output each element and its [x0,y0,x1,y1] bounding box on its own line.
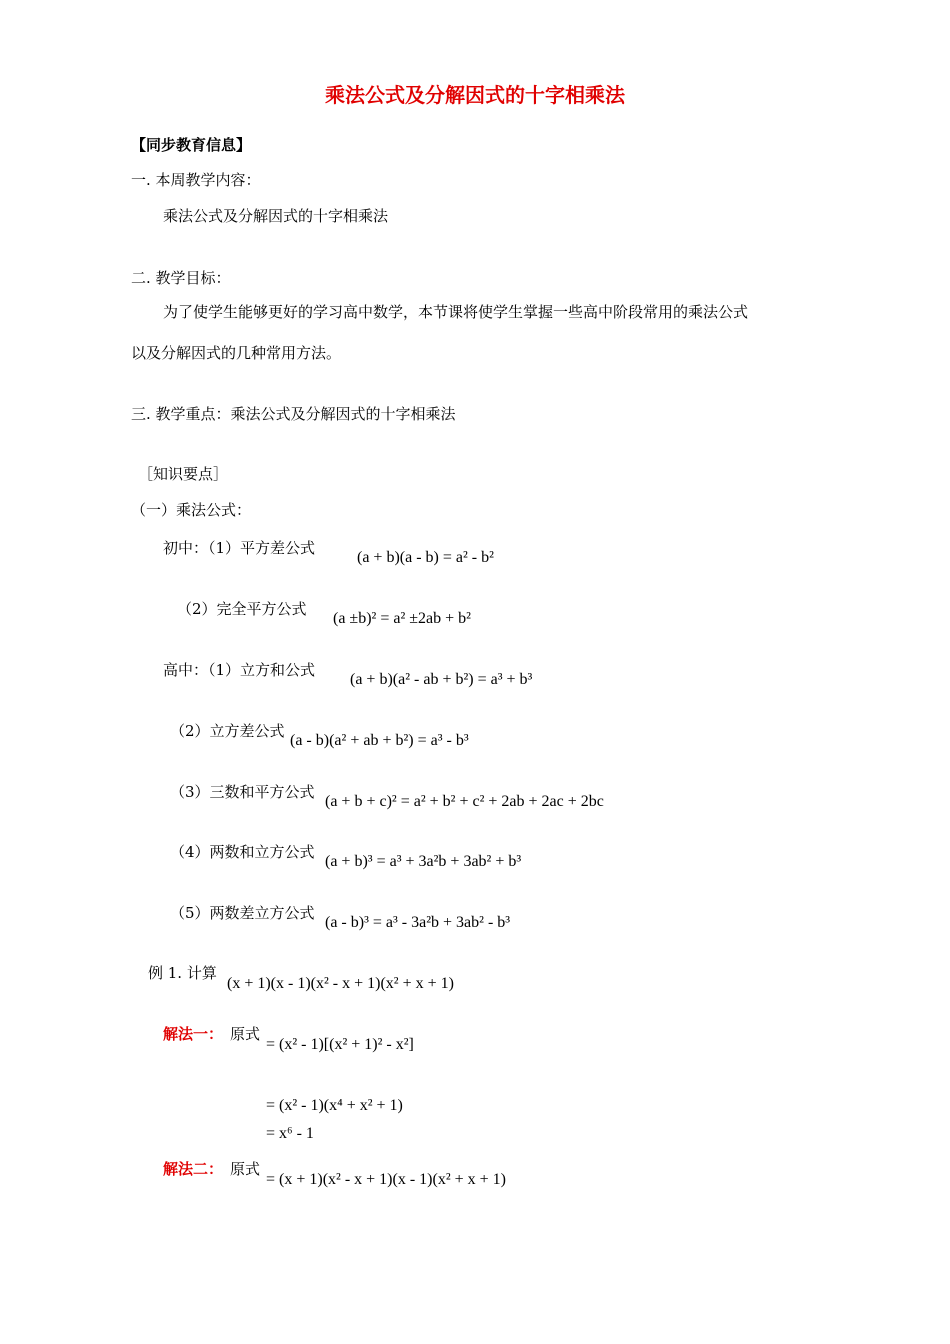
formula-sum-of-cubes: (a + b)(a² - ab + b²) = a³ + b³ [350,671,533,688]
method-1-step-2: = (x² - 1)(x⁴ + x² + 1) [266,1097,403,1114]
section-3-heading: 三. 教学重点：乘法公式及分解因式的十字相乘法 [131,405,456,423]
knowledge-tag: ［知识要点］ [138,465,229,483]
formula-label-cube-of-difference: （5）两数差立方公式 [170,904,315,922]
example-1-expression: (x + 1)(x - 1)(x² - x + 1)(x² + x + 1) [227,975,454,992]
method-1-label: 解法一： [163,1025,224,1043]
formula-label-sum-of-cubes: 高中：（1）立方和公式 [163,661,316,679]
method-1-step-3: = x⁶ - 1 [266,1125,314,1142]
example-1-label: 例 1. 计算 [148,964,217,982]
section-1-body: 乘法公式及分解因式的十字相乘法 [163,207,389,225]
formula-label-difference-of-cubes: （2）立方差公式 [170,722,285,740]
section-2-body-line-1: 为了使学生能够更好的学习高中数学，本节课将使学生掌握一些高中阶段常用的乘法公式 [163,303,749,321]
section-2-body-line-2: 以及分解因式的几种常用方法。 [131,344,342,362]
method-1-step-1: = (x² - 1)[(x² + 1)² - x²] [266,1036,414,1053]
formula-cube-of-difference: (a - b)³ = a³ - 3a²b + 3ab² - b³ [325,914,511,931]
formula-label-cube-of-sum: （4）两数和立方公式 [170,843,315,861]
formula-trinomial-square: (a + b + c)² = a² + b² + c² + 2ab + 2ac + 2bc [325,793,604,810]
section-2-heading: 二. 教学目标： [131,269,231,287]
formula-cube-of-sum: (a + b)³ = a³ + 3a²b + 3ab² + b³ [325,853,522,870]
part-1-heading: （一）乘法公式： [131,501,252,519]
method-2-label: 解法二： [163,1160,224,1178]
section-tag: 【同步教育信息】 [131,136,252,154]
page-title: 乘法公式及分解因式的十字相乘法 [325,83,625,107]
formula-label-perfect-square: （2）完全平方公式 [177,600,307,618]
formula-perfect-square: (a ±b)² = a² ±2ab + b² [333,610,471,627]
section-1-heading: 一. 本周教学内容： [131,171,261,189]
method-2-step-1: = (x + 1)(x² - x + 1)(x - 1)(x² + x + 1) [266,1171,506,1188]
formula-difference-of-cubes: (a - b)(a² + ab + b²) = a³ - b³ [290,732,469,749]
formula-label-trinomial-square: （3）三数和平方公式 [170,783,315,801]
method-1-word: 原式 [230,1025,261,1043]
method-2-word: 原式 [230,1160,261,1178]
formula-label-difference-of-squares: 初中：（1）平方差公式 [163,539,316,557]
formula-difference-of-squares: (a + b)(a - b) = a² - b² [357,549,494,566]
